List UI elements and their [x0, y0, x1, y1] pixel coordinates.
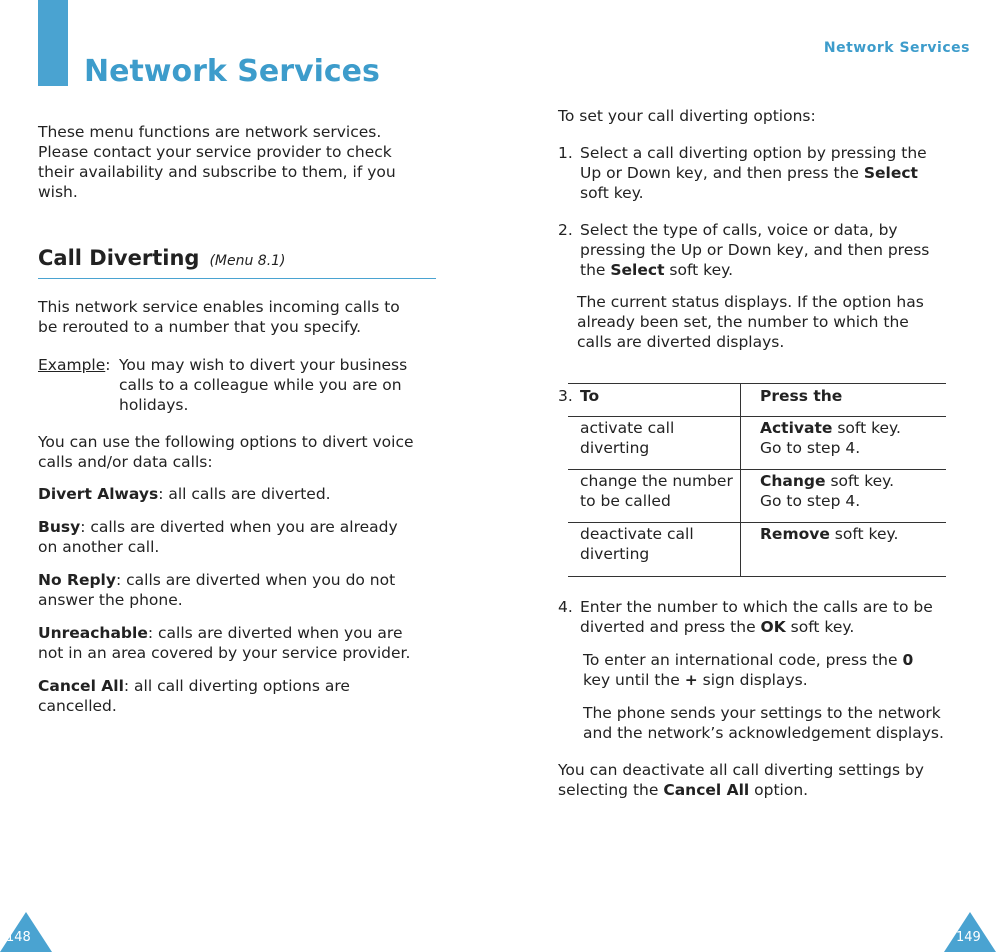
example-label: Example:	[38, 356, 111, 374]
section-heading	[38, 246, 286, 270]
desc-line: be rerouted to a number that you specify.	[38, 318, 362, 336]
page-number-right: 149	[956, 930, 981, 945]
page-number-left: 148	[6, 930, 31, 945]
section-title: Call Diverting	[38, 246, 200, 270]
section-description	[38, 297, 438, 337]
send-note: The phone sends your settings to the network and the network’s acknowledgement displays.	[583, 704, 944, 742]
table-header-press: Press the	[760, 387, 843, 405]
options-line: calls and/or data calls:	[38, 453, 213, 471]
intro-line: These menu functions are network services.	[38, 123, 382, 141]
option-desc: cancelled.	[38, 697, 117, 715]
intro-line: wish.	[38, 183, 78, 201]
option-desc: : calls are diverted when you are already	[80, 518, 398, 536]
table-rule	[568, 416, 946, 417]
status-note: The current status displays. If the option has already been set, the number to which the calls are diverted displays.	[577, 293, 924, 351]
step-number: 4.	[558, 598, 573, 616]
intro-line: Please contact your service provider to check	[38, 143, 392, 161]
option-cancel-all	[38, 676, 438, 716]
option-desc: : all call diverting options are	[123, 677, 350, 695]
table-row-to: change the number to be called	[580, 472, 733, 510]
option-busy	[38, 517, 438, 557]
step-2: Select the type of calls, voice or data, by pressing the Up or Down key, and then press the Select soft key.	[580, 221, 930, 279]
cancel-note: You can deactivate all call diverting settings by selecting the Cancel All option.	[558, 761, 924, 799]
table-rule	[568, 576, 946, 577]
table-column-divider	[740, 384, 741, 576]
example-line: You may wish to divert your business	[119, 356, 408, 374]
table-row-press: Activate soft key. Go to step 4.	[760, 419, 901, 457]
option-unreachable	[38, 623, 458, 663]
option-desc: : all calls are diverted.	[158, 485, 331, 503]
table-rule	[568, 469, 946, 470]
option-term: Cancel All	[38, 677, 124, 695]
page-title: Network Services	[84, 54, 380, 89]
step-number: 2.	[558, 221, 573, 239]
example-text	[119, 355, 439, 415]
options-intro	[38, 432, 438, 472]
intro-line: their availability and subscribe to them, if you	[38, 163, 396, 181]
section-menu-number: (Menu 8.1)	[209, 253, 286, 269]
option-desc: : calls are diverted when you are	[147, 624, 403, 642]
international-note: To enter an international code, press the 0 key until the + sign displays.	[583, 651, 914, 689]
table-row-press: Change soft key. Go to step 4.	[760, 472, 895, 510]
step-4: Enter the number to which the calls are to be diverted and press the OK soft key.	[580, 598, 933, 636]
option-term: Unreachable	[38, 624, 148, 642]
option-desc: : calls are diverted when you do not	[115, 571, 396, 589]
step-number: 3.	[558, 387, 573, 405]
table-rule	[568, 383, 946, 384]
option-term: No Reply	[38, 571, 116, 589]
option-desc: not in an area covered by your service provider.	[38, 644, 411, 662]
table-row-to: activate call diverting	[580, 419, 675, 457]
example-line: holidays.	[119, 396, 189, 414]
desc-line: This network service enables incoming calls to	[38, 298, 400, 316]
intro-paragraph	[38, 122, 438, 202]
options-line: You can use the following options to divert voice	[38, 433, 414, 451]
option-term: Busy	[38, 518, 81, 536]
option-desc: answer the phone.	[38, 591, 183, 609]
step-number: 1.	[558, 144, 573, 162]
option-term: Divert Always	[38, 485, 159, 503]
table-row-to: deactivate call diverting	[580, 525, 694, 563]
option-no-reply	[38, 570, 438, 610]
running-header: Network Services	[823, 40, 970, 56]
step-1: Select a call diverting option by pressing the Up or Down key, and then press the Select soft key.	[580, 144, 927, 202]
option-desc: on another call.	[38, 538, 160, 556]
option-divert-always	[38, 484, 438, 504]
example-line: calls to a colleague while you are on	[119, 376, 402, 394]
table-row-press: Remove soft key.	[760, 525, 899, 543]
title-accent-bar	[38, 0, 68, 86]
set-intro: To set your call diverting options:	[558, 107, 816, 125]
table-header-to: To	[580, 387, 600, 405]
table-rule	[568, 522, 946, 523]
section-rule	[38, 278, 436, 279]
